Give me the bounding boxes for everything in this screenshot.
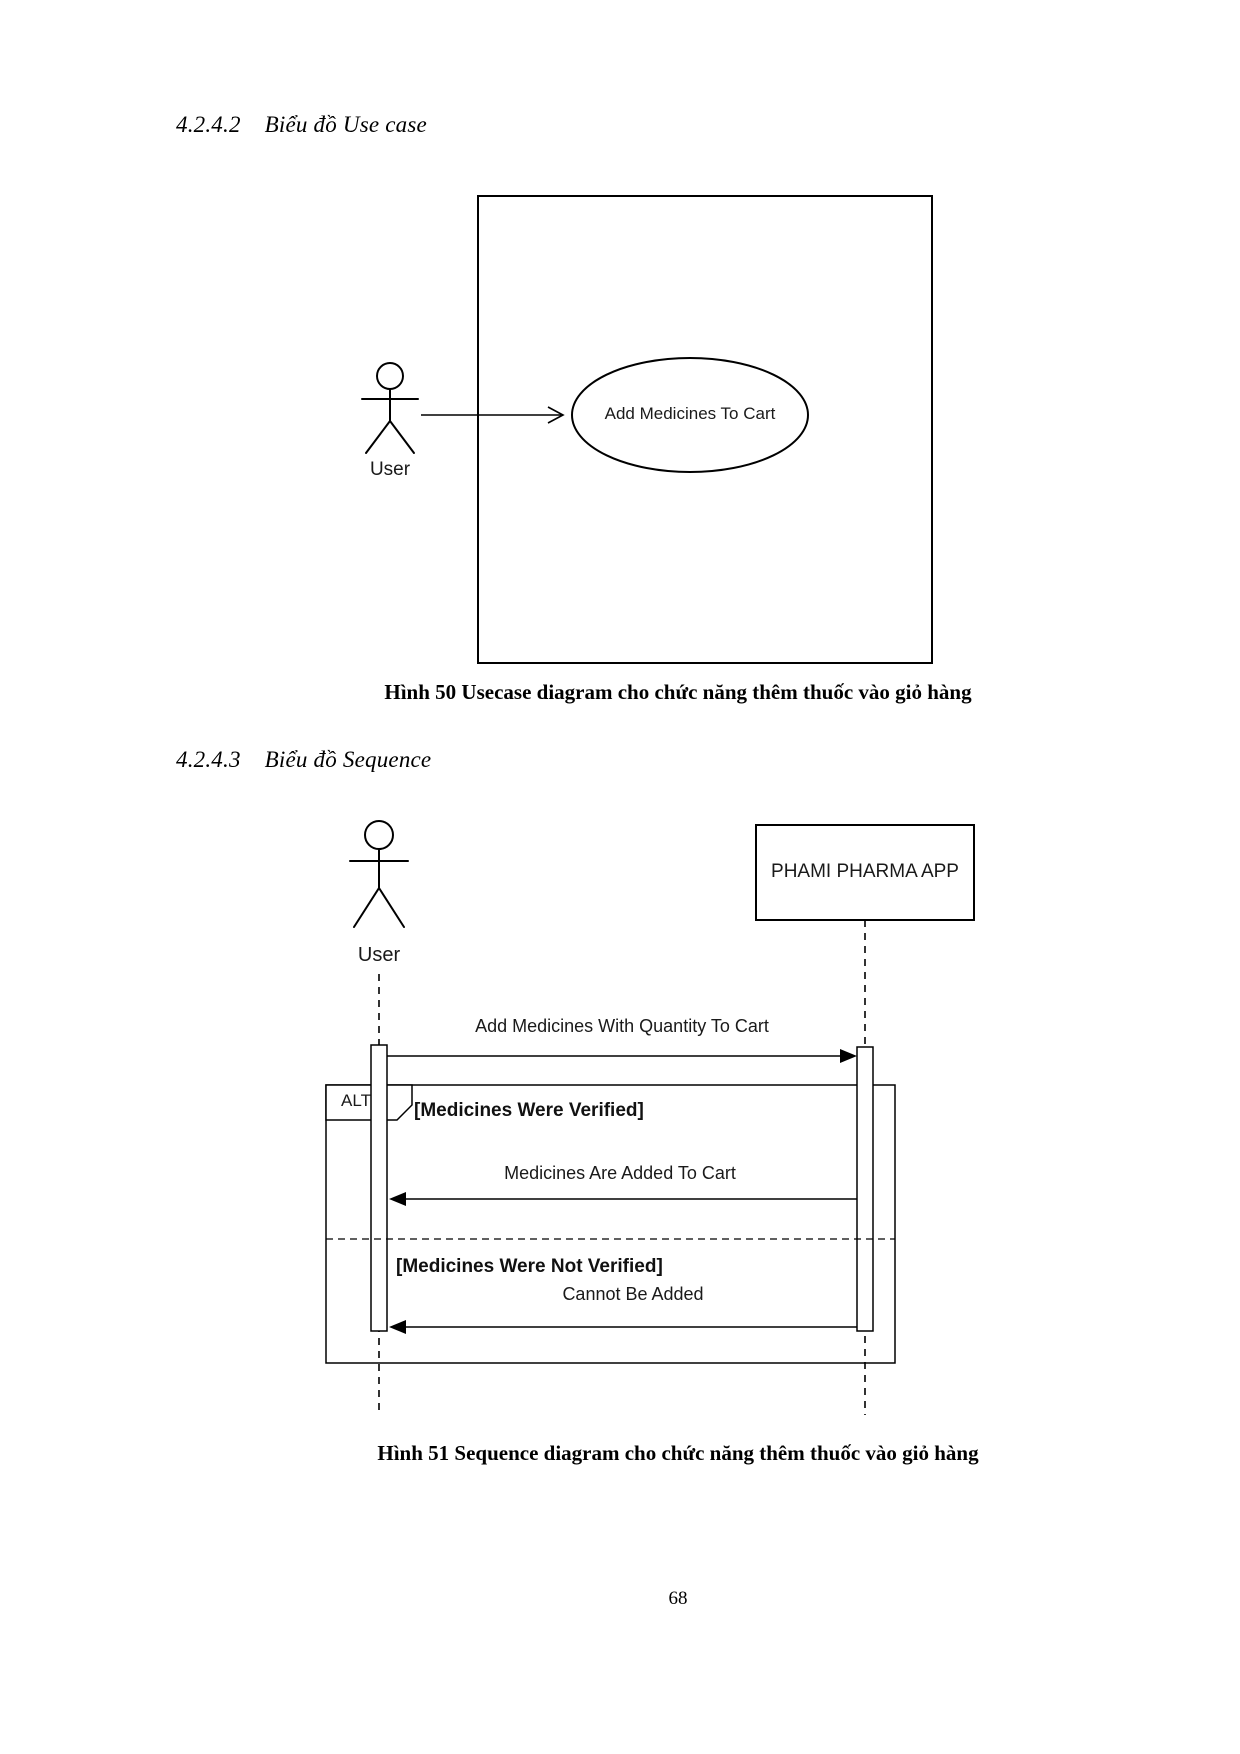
message-arrow-added <box>389 1192 857 1206</box>
message-arrow-add-to-cart <box>387 1049 857 1063</box>
figure-caption-50: Hình 50 Usecase diagram cho chức năng thêm thuốc vào giỏ hàng <box>384 680 972 704</box>
message-label-added: Medicines Are Added To Cart <box>504 1163 736 1183</box>
section-heading-sequence <box>176 747 431 773</box>
usecase-system-boundary <box>478 196 932 663</box>
section-number: 4.2.4.2 <box>176 112 241 137</box>
alt-fragment-box <box>326 1085 895 1363</box>
usecase-ellipse-label: Add Medicines To Cart <box>604 404 776 423</box>
alt-operator-label: ALT <box>341 1091 371 1110</box>
actor-head <box>377 363 403 389</box>
usecase-association-arrow <box>421 407 563 423</box>
usecase-actor-label: User <box>369 459 411 480</box>
message-label-add-to-cart: Add Medicines With Quantity To Cart <box>475 1016 769 1036</box>
figure-caption-51: Hình 51 Sequence diagram cho chức năng thêm thuốc vào giỏ hàng <box>377 1441 979 1465</box>
section-heading-usecase <box>176 112 427 138</box>
section-title: Biểu đồ Use case <box>264 112 427 137</box>
page-number: 68 <box>668 1588 688 1609</box>
message-arrow-cannot-add <box>389 1320 857 1334</box>
section-number: 4.2.4.3 <box>176 747 241 772</box>
section-title: Biểu đồ Sequence <box>264 747 432 772</box>
usecase-actor-figure <box>362 363 418 453</box>
sequence-actor-figure <box>350 821 408 927</box>
participant-label: PHAMI PHARMA APP <box>771 861 959 882</box>
actor-head <box>365 821 393 849</box>
guard-label-not-verified: [Medicines Were Not Verified] <box>396 1256 663 1277</box>
guard-label-verified: [Medicines Were Verified] <box>414 1100 644 1121</box>
message-label-cannot-add: Cannot Be Added <box>562 1284 704 1304</box>
user-activation-bar <box>371 1045 387 1331</box>
sequence-actor-label: User <box>357 944 401 966</box>
